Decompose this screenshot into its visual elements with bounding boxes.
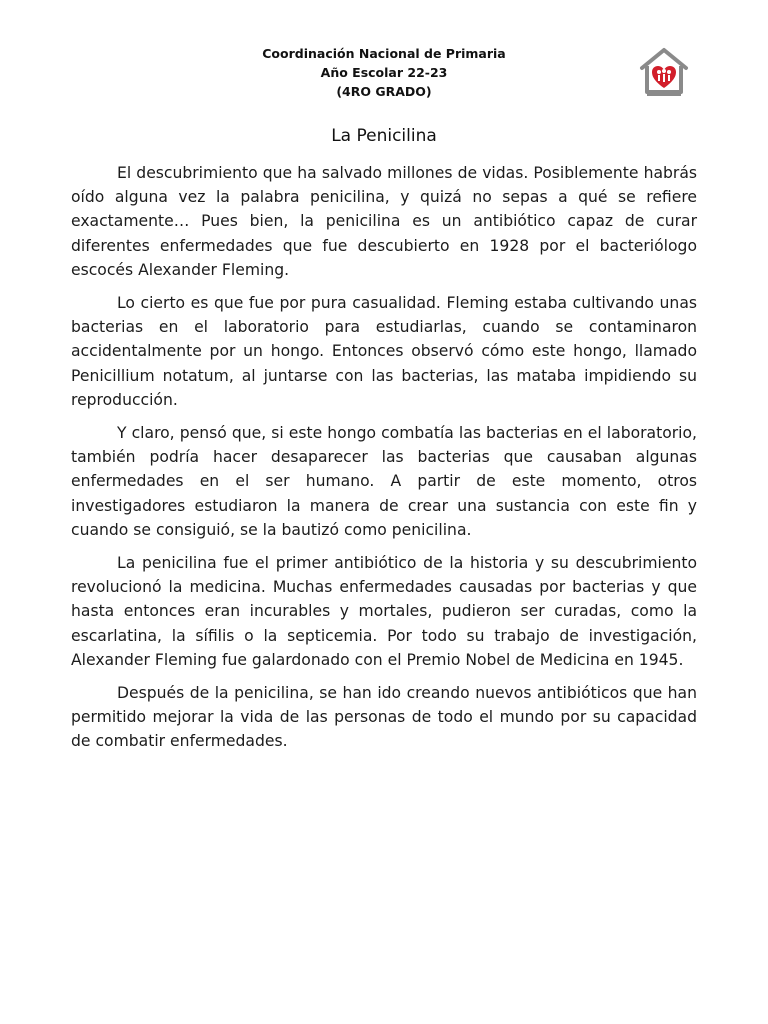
house-family-logo-icon (636, 44, 692, 100)
paragraph: Después de la penicilina, se han ido creando nuevos antibióticos que han permitido mejorar la vida de las personas de todo el mundo por su capacidad de combatir enfermedades. (71, 684, 697, 751)
header-line-coordination: Coordinación Nacional de Primaria (262, 46, 506, 61)
paragraph: La penicilina fue el primer antibiótico de la historia y su descubrimiento revolucionó la medicina. Muchas enfermedades causadas por bacterias y que hasta entonces eran incurables y mortales, pudieron ser curadas, como la escarlatina, la sífilis o la septicemia. Por todo su trabajo de investigación, Alexander Fleming fue galardonado con el Premio Nobel de Medicina en 1945. (71, 554, 697, 669)
header-line-school-year: Año Escolar 22-23 (320, 65, 448, 80)
document-body (71, 161, 697, 754)
header-line-grade: (4RO GRADO) (336, 84, 432, 99)
document-title: La Penicilina (331, 126, 437, 146)
paragraph: El descubrimiento que ha salvado millones de vidas. Posiblemente habrás oído alguna vez la palabra penicilina, y quizá no sepas a qué se refiere exactamente… Pues bien, la penicilina es un antibiótico capaz de curar diferentes enfermedades que fue descubierto en 1928 por el bacteriólogo escocés Alexander Fleming. (71, 164, 697, 279)
paragraph: Lo cierto es que fue por pura casualidad. Fleming estaba cultivando unas bacterias en el laboratorio para estudiarlas, cuando se contaminaron accidentalmente por un hongo. Entonces observó cómo este hongo, llamado Penicillium notatum, al juntarse con las bacterias, las mataba impidiendo su reproducción. (71, 294, 697, 409)
paragraph: Y claro, pensó que, si este hongo combatía las bacterias en el laboratorio, también podría hacer desaparecer las bacterias que causaban algunas enfermedades en el ser humano. A partir de este momento, otros investigadores estudiaron la manera de crear una sustancia con este fin y cuando se consiguió, se la bautizó como penicilina. (71, 424, 697, 539)
